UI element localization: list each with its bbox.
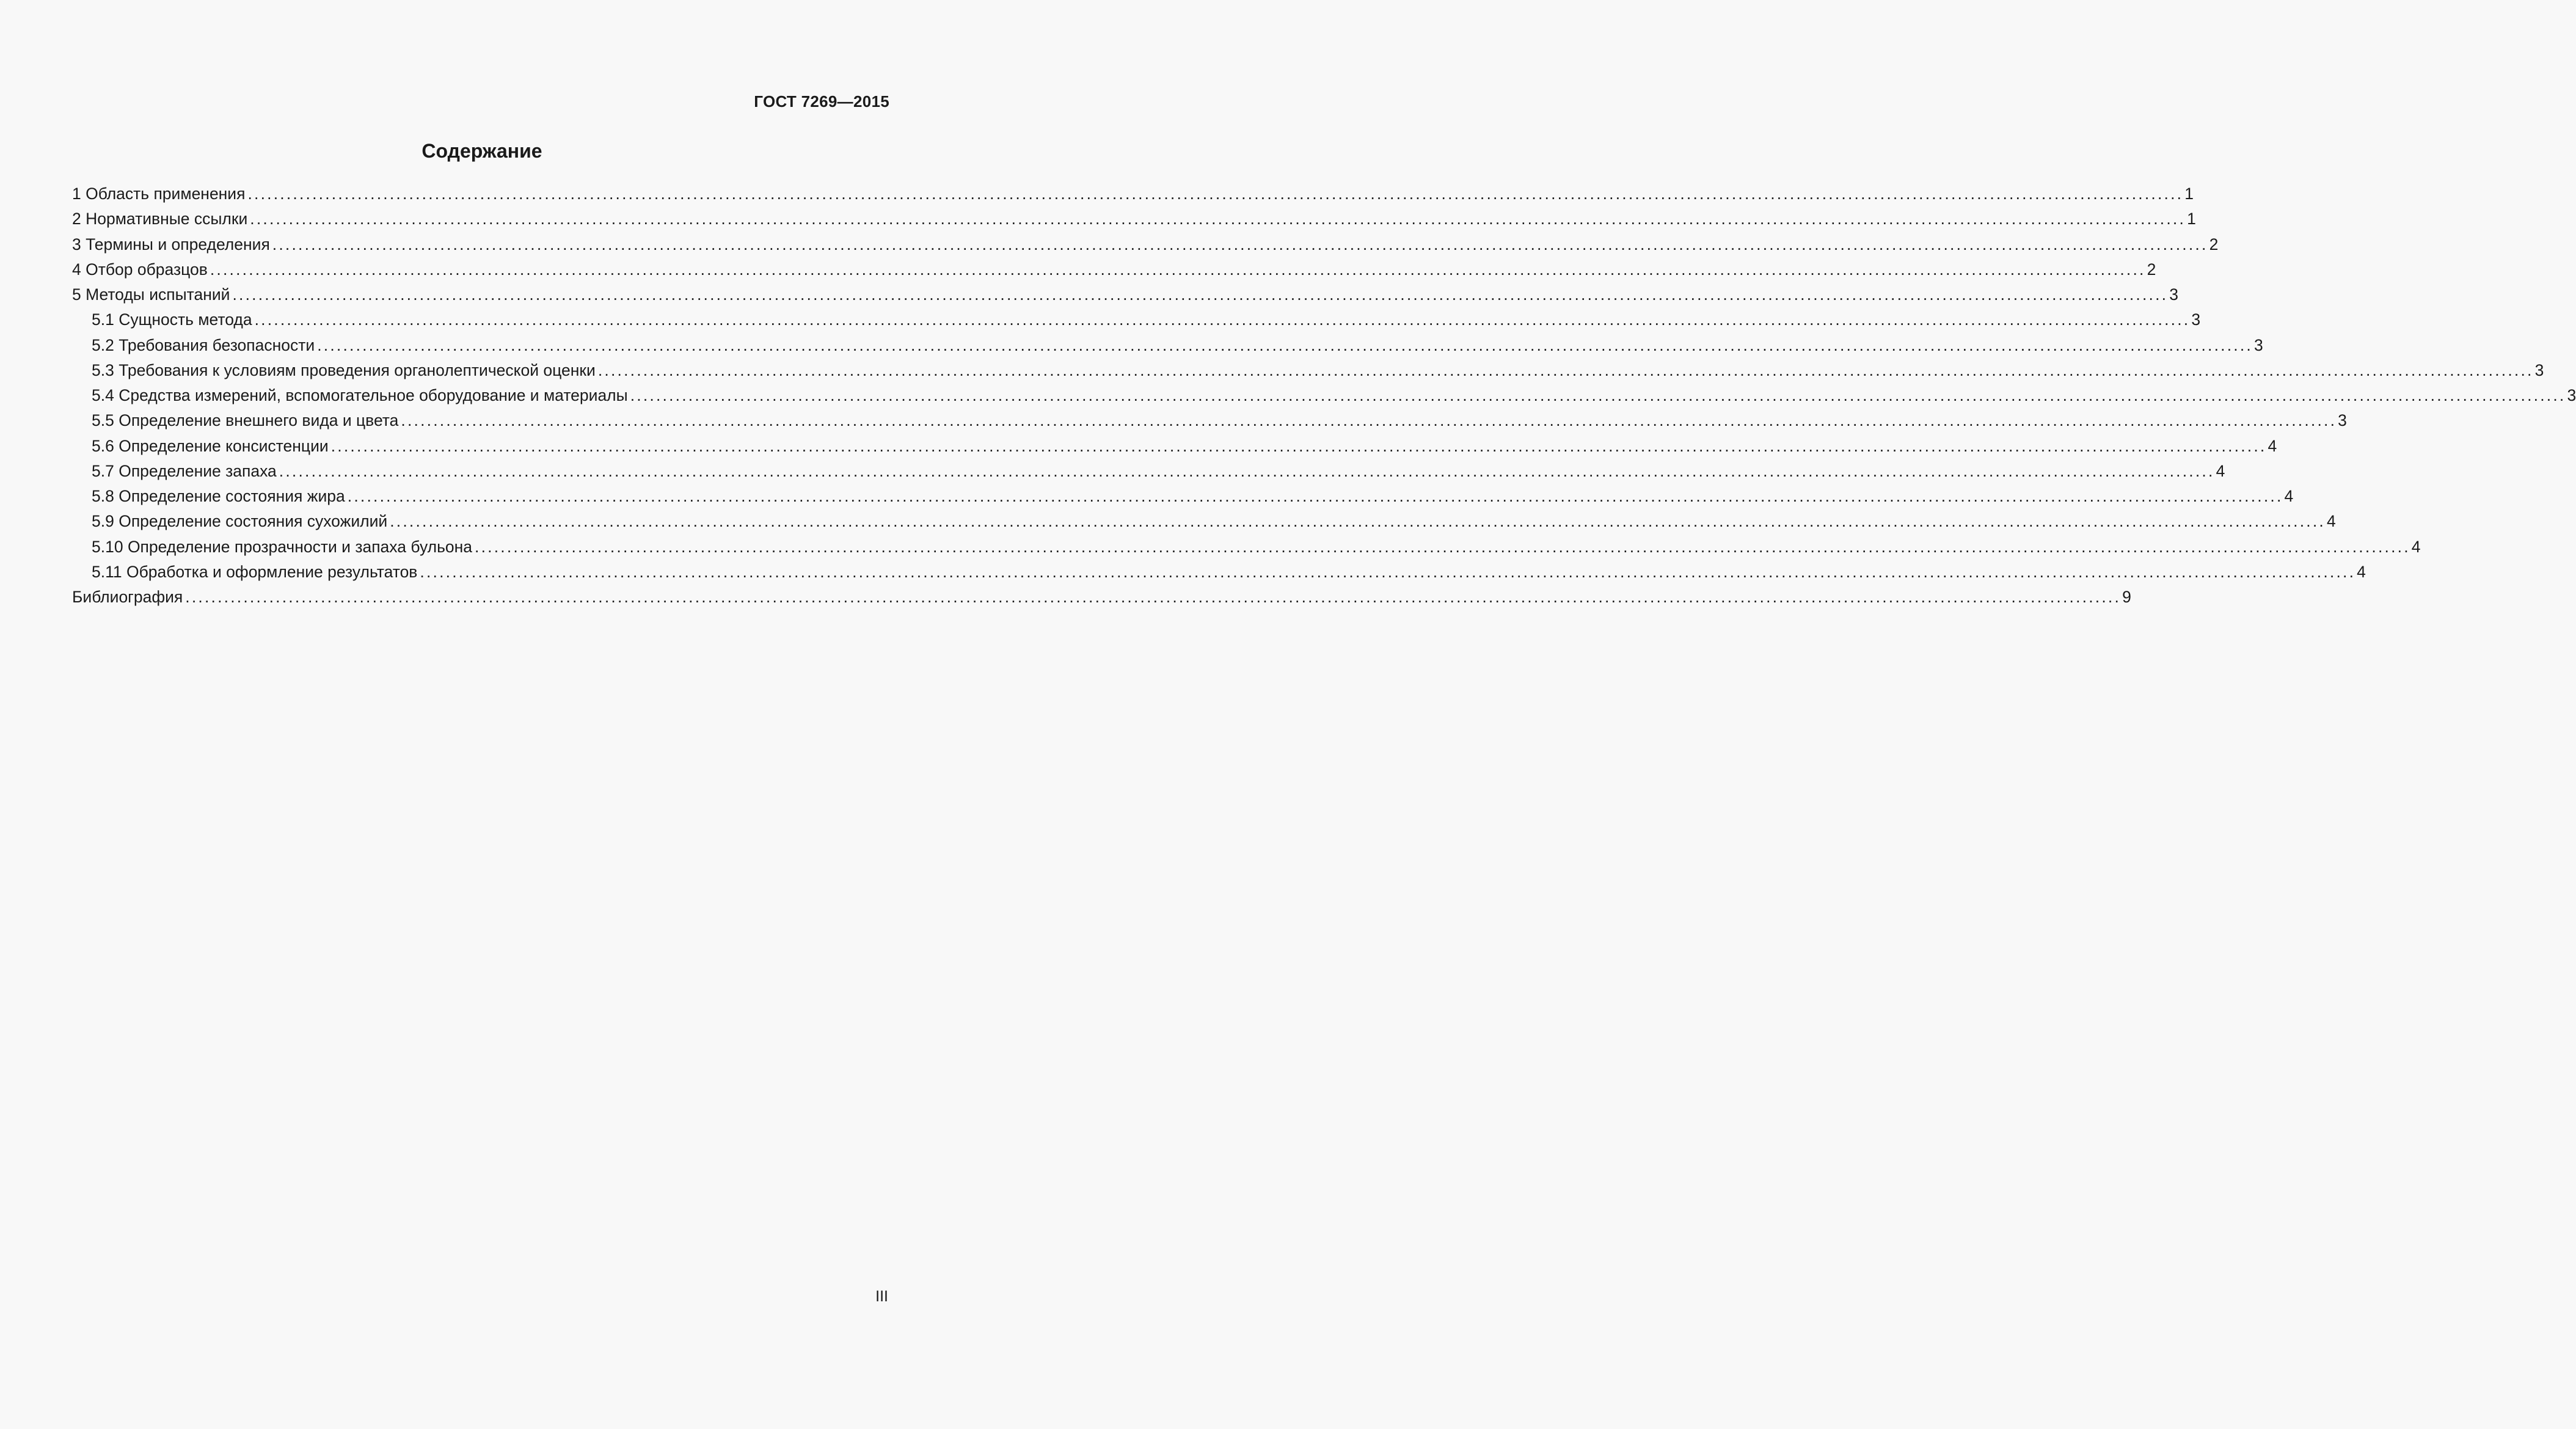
toc-entry-label: Библиография <box>72 588 183 606</box>
toc-entry-page: 4 <box>2357 562 2366 581</box>
toc-subentry[interactable] <box>72 560 2366 585</box>
toc-entry-page: 2 <box>2147 260 2156 279</box>
toc-entry-label: 5.8 Определение состояния жира <box>92 487 345 505</box>
document-header-standard-id: ГОСТ 7269—2015 <box>754 92 889 111</box>
toc-entry[interactable] <box>72 282 2178 307</box>
toc-dot-leader: ............................................................................................................................................................................................................................................................................................................ <box>250 210 2186 228</box>
toc-entry-page: 4 <box>2268 436 2277 455</box>
toc-dot-leader: ............................................................................................................................................................................................................................................................................................................ <box>475 537 2410 556</box>
toc-entry-label: 5.6 Определение консистенции <box>92 436 329 455</box>
toc-dot-leader: ............................................................................................................................................................................................................................................................................................................ <box>279 461 2215 480</box>
toc-dot-leader: ............................................................................................................................................................................................................................................................................................................ <box>247 185 2184 203</box>
page-number: III <box>875 1288 888 1305</box>
toc-entry-page: 2 <box>2209 235 2219 254</box>
toc-entry[interactable] <box>72 232 2219 257</box>
toc-dot-leader: ............................................................................................................................................................................................................................................................................................................ <box>347 487 2283 505</box>
toc-entry-page: 9 <box>2122 588 2131 606</box>
toc-entry-label: 4 Отбор образцов <box>72 260 208 279</box>
toc-dot-leader: ............................................................................................................................................................................................................................................................................................................ <box>401 411 2337 430</box>
toc-entry-label: 5.7 Определение запаха <box>92 461 277 480</box>
toc-dot-leader: ............................................................................................................................................................................................................................................................................................................ <box>232 285 2169 304</box>
toc-entry-page: 3 <box>2169 285 2178 304</box>
toc-dot-leader: ............................................................................................................................................................................................................................................................................................................ <box>272 235 2208 254</box>
toc-entry-page: 4 <box>2216 461 2225 480</box>
toc-entry-label: 2 Нормативные ссылки <box>72 210 248 228</box>
toc-entry-label: 5.11 Обработка и оформление результатов <box>92 562 418 581</box>
toc-entry-label: 5.4 Средства измерений, вспомогательное оборудование и материалы <box>92 386 628 404</box>
toc-subentry[interactable] <box>72 434 2277 459</box>
toc-dot-leader: ............................................................................................................................................................................................................................................................................................................ <box>185 588 2122 606</box>
toc-entry-page: 4 <box>2411 537 2421 556</box>
toc-entry[interactable] <box>72 585 2131 610</box>
toc-subentry[interactable] <box>72 408 2347 433</box>
toc-dot-leader: ............................................................................................................................................................................................................................................................................................................ <box>420 562 2356 581</box>
toc-dot-leader: ............................................................................................................................................................................................................................................................................................................ <box>630 386 2566 404</box>
toc-subentry[interactable] <box>72 535 2421 560</box>
toc-subentry[interactable] <box>72 484 2294 509</box>
toc-entry-label: 5.2 Требования безопасности <box>92 335 315 354</box>
toc-entry[interactable] <box>72 181 2194 206</box>
toc-dot-leader: ............................................................................................................................................................................................................................................................................................................ <box>390 512 2326 531</box>
toc-entry-page: 4 <box>2327 512 2336 531</box>
toc-entry-page: 3 <box>2567 386 2576 404</box>
toc-entry[interactable] <box>72 206 2196 232</box>
toc-entry-label: 5 Методы испытаний <box>72 285 230 304</box>
toc-entry-page: 1 <box>2184 185 2194 203</box>
table-of-contents <box>72 181 2576 610</box>
toc-entry-page: 1 <box>2187 210 2196 228</box>
toc-entry-page: 3 <box>2191 310 2201 329</box>
toc-subentry[interactable] <box>72 358 2544 383</box>
toc-entry-label: 5.5 Определение внешнего вида и цвета <box>92 411 399 430</box>
toc-subentry[interactable] <box>72 307 2201 332</box>
toc-entry-label: 3 Термины и определения <box>72 235 270 254</box>
toc-dot-leader: ............................................................................................................................................................................................................................................................................................................ <box>254 310 2191 329</box>
toc-title: Содержание <box>421 140 542 162</box>
toc-subentry[interactable] <box>72 333 2263 358</box>
toc-subentry[interactable] <box>72 509 2336 534</box>
toc-entry-page: 3 <box>2534 360 2544 379</box>
toc-subentry[interactable] <box>72 383 2576 408</box>
toc-subentry[interactable] <box>72 459 2225 484</box>
toc-entry-page: 3 <box>2338 411 2347 430</box>
toc-entry[interactable] <box>72 257 2156 282</box>
toc-entry-page: 4 <box>2284 487 2294 505</box>
toc-entry-label: 5.1 Сущность метода <box>92 310 252 329</box>
toc-entry-label: 5.3 Требования к условиям проведения органолептической оценки <box>92 360 596 379</box>
toc-dot-leader: ............................................................................................................................................................................................................................................................................................................ <box>210 260 2146 279</box>
toc-entry-label: 5.9 Определение состояния сухожилий <box>92 512 388 531</box>
toc-dot-leader: ............................................................................................................................................................................................................................................................................................................ <box>330 436 2267 455</box>
toc-dot-leader: ............................................................................................................................................................................................................................................................................................................ <box>317 335 2253 354</box>
toc-entry-label: 1 Область применения <box>72 185 246 203</box>
toc-dot-leader: ............................................................................................................................................................................................................................................................................................................ <box>597 360 2534 379</box>
toc-entry-page: 3 <box>2253 335 2263 354</box>
toc-entry-label: 5.10 Определение прозрачности и запаха бульона <box>92 537 472 556</box>
